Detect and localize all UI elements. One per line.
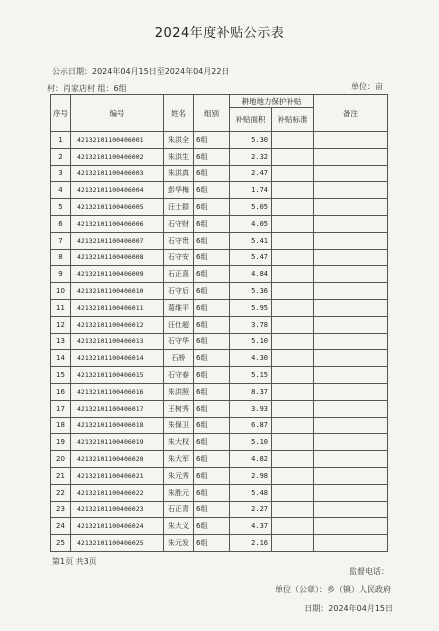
row-name: 石正喜 (164, 266, 194, 283)
row-note (314, 165, 388, 182)
row-name: 石守春 (164, 367, 194, 384)
row-area: 5.30 (230, 132, 272, 149)
row-seq: 11 (51, 299, 71, 316)
header-standard: 补贴标准 (272, 108, 314, 132)
table-row (51, 434, 388, 451)
row-note (314, 249, 388, 266)
row-name: 王树秀 (164, 400, 194, 417)
row-group: 6组 (194, 316, 230, 333)
row-standard (272, 501, 314, 518)
row-area: 5.15 (230, 367, 272, 384)
row-area: 5.41 (230, 232, 272, 249)
row-standard (272, 316, 314, 333)
row-group: 6组 (194, 350, 230, 367)
row-standard (272, 518, 314, 535)
row-standard (272, 383, 314, 400)
row-standard (272, 299, 314, 316)
row-area: 5.05 (230, 199, 272, 216)
row-area: 6.87 (230, 417, 272, 434)
row-area: 5.48 (230, 484, 272, 501)
row-group: 6组 (194, 451, 230, 468)
row-note (314, 333, 388, 350)
row-id: 42132101100406024 (71, 518, 164, 535)
row-standard (272, 535, 314, 552)
row-seq: 3 (51, 165, 71, 182)
table-row (51, 333, 388, 350)
row-name: 石正青 (164, 501, 194, 518)
row-area: 4.05 (230, 215, 272, 232)
table-row (51, 316, 388, 333)
row-group: 6组 (194, 182, 230, 199)
row-seq: 4 (51, 182, 71, 199)
table-row (51, 148, 388, 165)
row-name: 朱洪全 (164, 132, 194, 149)
row-name: 石守财 (164, 215, 194, 232)
row-standard (272, 467, 314, 484)
row-name: 朱胜元 (164, 484, 194, 501)
row-name: 朱大权 (164, 434, 194, 451)
row-group: 6组 (194, 467, 230, 484)
row-id: 42132101100406022 (71, 484, 164, 501)
row-name: 朱洪生 (164, 148, 194, 165)
row-note (314, 182, 388, 199)
table-row (51, 215, 388, 232)
row-area: 2.16 (230, 535, 272, 552)
row-standard (272, 165, 314, 182)
row-area: 5.95 (230, 299, 272, 316)
row-seq: 21 (51, 467, 71, 484)
row-name: 汪仕超 (164, 316, 194, 333)
row-seq: 23 (51, 501, 71, 518)
row-standard (272, 148, 314, 165)
row-note (314, 299, 388, 316)
row-standard (272, 215, 314, 232)
row-id: 42132101100406005 (71, 199, 164, 216)
row-group: 6组 (194, 283, 230, 300)
row-note (314, 199, 388, 216)
row-name: 朱洪真 (164, 165, 194, 182)
row-note (314, 451, 388, 468)
row-note (314, 434, 388, 451)
row-seq: 7 (51, 232, 71, 249)
table-row (51, 199, 388, 216)
table-row (51, 132, 388, 149)
row-seq: 24 (51, 518, 71, 535)
row-note (314, 417, 388, 434)
page-indicator: 第1页 共3页 (52, 557, 97, 566)
row-name: 朱大军 (164, 451, 194, 468)
row-seq: 16 (51, 383, 71, 400)
row-area: 2.27 (230, 501, 272, 518)
row-group: 6组 (194, 383, 230, 400)
row-standard (272, 434, 314, 451)
row-name: 石守华 (164, 333, 194, 350)
row-area: 2.47 (230, 165, 272, 182)
header-id: 编号 (71, 95, 164, 132)
row-seq: 2 (51, 148, 71, 165)
row-note (314, 215, 388, 232)
row-name: 石守安 (164, 249, 194, 266)
row-area: 1.74 (230, 182, 272, 199)
row-note (314, 367, 388, 384)
row-group: 6组 (194, 199, 230, 216)
row-note (314, 518, 388, 535)
header-name: 姓名 (164, 95, 194, 132)
row-group: 6组 (194, 518, 230, 535)
row-note (314, 350, 388, 367)
row-name: 石守后 (164, 283, 194, 300)
row-name: 朱元发 (164, 535, 194, 552)
row-id: 42132101100406009 (71, 266, 164, 283)
table-row (51, 266, 388, 283)
row-note (314, 383, 388, 400)
row-id: 42132101100406002 (71, 148, 164, 165)
row-standard (272, 333, 314, 350)
subsidy-table (50, 94, 388, 552)
row-id: 42132101100406015 (71, 367, 164, 384)
row-group: 6组 (194, 132, 230, 149)
row-name: 汪士群 (164, 199, 194, 216)
row-id: 42132101100406025 (71, 535, 164, 552)
row-seq: 6 (51, 215, 71, 232)
row-id: 42132101100406016 (71, 383, 164, 400)
row-standard (272, 232, 314, 249)
row-group: 6组 (194, 299, 230, 316)
row-standard (272, 266, 314, 283)
row-standard (272, 350, 314, 367)
row-id: 42132101100406013 (71, 333, 164, 350)
row-id: 42132101100406001 (71, 132, 164, 149)
row-name: 葛维平 (164, 299, 194, 316)
row-id: 42132101100406004 (71, 182, 164, 199)
document-title: 2024年度补贴公示表 (154, 26, 285, 41)
row-group: 6组 (194, 501, 230, 518)
table-row (51, 283, 388, 300)
header-area: 补贴面积 (230, 108, 272, 132)
header-note: 备注 (314, 95, 388, 132)
row-standard (272, 451, 314, 468)
row-seq: 18 (51, 417, 71, 434)
village-group: 村：肖家店村 组：6组 (47, 84, 127, 93)
row-group: 6组 (194, 333, 230, 350)
row-area: 3.93 (230, 400, 272, 417)
table-body (51, 132, 388, 552)
table-row (51, 535, 388, 552)
publicity-date-range: 公示日期：2024年04月15日至2024年04月22日 (52, 67, 230, 76)
row-seq: 25 (51, 535, 71, 552)
row-id: 42132101100406007 (71, 232, 164, 249)
row-name: 石桥 (164, 350, 194, 367)
row-note (314, 501, 388, 518)
table-row (51, 165, 388, 182)
row-area: 5.10 (230, 434, 272, 451)
row-standard (272, 367, 314, 384)
row-group: 6组 (194, 215, 230, 232)
table-row (51, 232, 388, 249)
row-group: 6组 (194, 148, 230, 165)
row-id: 42132101100406020 (71, 451, 164, 468)
row-area: 4.84 (230, 266, 272, 283)
row-standard (272, 283, 314, 300)
row-standard (272, 199, 314, 216)
row-standard (272, 132, 314, 149)
header-subsidy-group: 耕地地力保护补贴 (230, 95, 314, 108)
row-note (314, 148, 388, 165)
row-id: 42132101100406012 (71, 316, 164, 333)
row-seq: 8 (51, 249, 71, 266)
table-row (51, 367, 388, 384)
row-note (314, 316, 388, 333)
row-note (314, 266, 388, 283)
row-standard (272, 182, 314, 199)
row-id: 42132101100406006 (71, 215, 164, 232)
row-id: 42132101100406018 (71, 417, 164, 434)
row-group: 6组 (194, 232, 230, 249)
row-name: 朱大义 (164, 518, 194, 535)
row-area: 5.47 (230, 249, 272, 266)
row-group: 6组 (194, 249, 230, 266)
row-id: 42132101100406011 (71, 299, 164, 316)
row-name: 朱保卫 (164, 417, 194, 434)
row-id: 42132101100406008 (71, 249, 164, 266)
row-area: 5.10 (230, 333, 272, 350)
row-group: 6组 (194, 266, 230, 283)
row-note (314, 132, 388, 149)
row-seq: 13 (51, 333, 71, 350)
row-area: 8.37 (230, 383, 272, 400)
row-note (314, 467, 388, 484)
row-name: 朱洪照 (164, 383, 194, 400)
row-seq: 20 (51, 451, 71, 468)
table-row (51, 484, 388, 501)
row-name: 朱元秀 (164, 467, 194, 484)
table-row (51, 249, 388, 266)
table-row (51, 383, 388, 400)
row-id: 42132101100406017 (71, 400, 164, 417)
row-id: 42132101100406014 (71, 350, 164, 367)
table-row (51, 417, 388, 434)
row-name: 石守贵 (164, 232, 194, 249)
issue-date: 日期：2024年04月15日 (304, 604, 393, 613)
header-group: 组别 (194, 95, 230, 132)
table-row (51, 451, 388, 468)
table-row (51, 182, 388, 199)
row-note (314, 232, 388, 249)
row-group: 6组 (194, 400, 230, 417)
row-area: 3.78 (230, 316, 272, 333)
row-standard (272, 484, 314, 501)
row-id: 42132101100406010 (71, 283, 164, 300)
row-standard (272, 400, 314, 417)
unit-label: 单位：亩 (351, 82, 383, 91)
row-seq: 22 (51, 484, 71, 501)
row-group: 6组 (194, 165, 230, 182)
table-row (51, 299, 388, 316)
row-standard (272, 249, 314, 266)
row-seq: 1 (51, 132, 71, 149)
row-note (314, 400, 388, 417)
row-area: 2.32 (230, 148, 272, 165)
row-group: 6组 (194, 535, 230, 552)
row-area: 4.82 (230, 451, 272, 468)
row-note (314, 535, 388, 552)
row-note (314, 283, 388, 300)
row-area: 4.30 (230, 350, 272, 367)
row-seq: 9 (51, 266, 71, 283)
row-id: 42132101100406021 (71, 467, 164, 484)
row-seq: 12 (51, 316, 71, 333)
row-group: 6组 (194, 367, 230, 384)
header-seq: 序号 (51, 95, 71, 132)
table-row (51, 518, 388, 535)
table-row (51, 400, 388, 417)
row-note (314, 484, 388, 501)
table-row (51, 501, 388, 518)
row-group: 6组 (194, 434, 230, 451)
row-id: 42132101100406023 (71, 501, 164, 518)
row-area: 4.37 (230, 518, 272, 535)
row-seq: 15 (51, 367, 71, 384)
row-area: 2.98 (230, 467, 272, 484)
row-id: 42132101100406003 (71, 165, 164, 182)
row-group: 6组 (194, 417, 230, 434)
row-group: 6组 (194, 484, 230, 501)
row-seq: 5 (51, 199, 71, 216)
row-name: 彭华梅 (164, 182, 194, 199)
row-standard (272, 417, 314, 434)
row-id: 42132101100406019 (71, 434, 164, 451)
row-seq: 14 (51, 350, 71, 367)
supervision-hotline: 监督电话： (349, 567, 389, 576)
issuing-authority: 单位（公章）：乡（镇）人民政府 (275, 585, 391, 594)
row-seq: 19 (51, 434, 71, 451)
table-row (51, 467, 388, 484)
row-seq: 17 (51, 400, 71, 417)
table-row (51, 350, 388, 367)
row-area: 5.36 (230, 283, 272, 300)
row-seq: 10 (51, 283, 71, 300)
